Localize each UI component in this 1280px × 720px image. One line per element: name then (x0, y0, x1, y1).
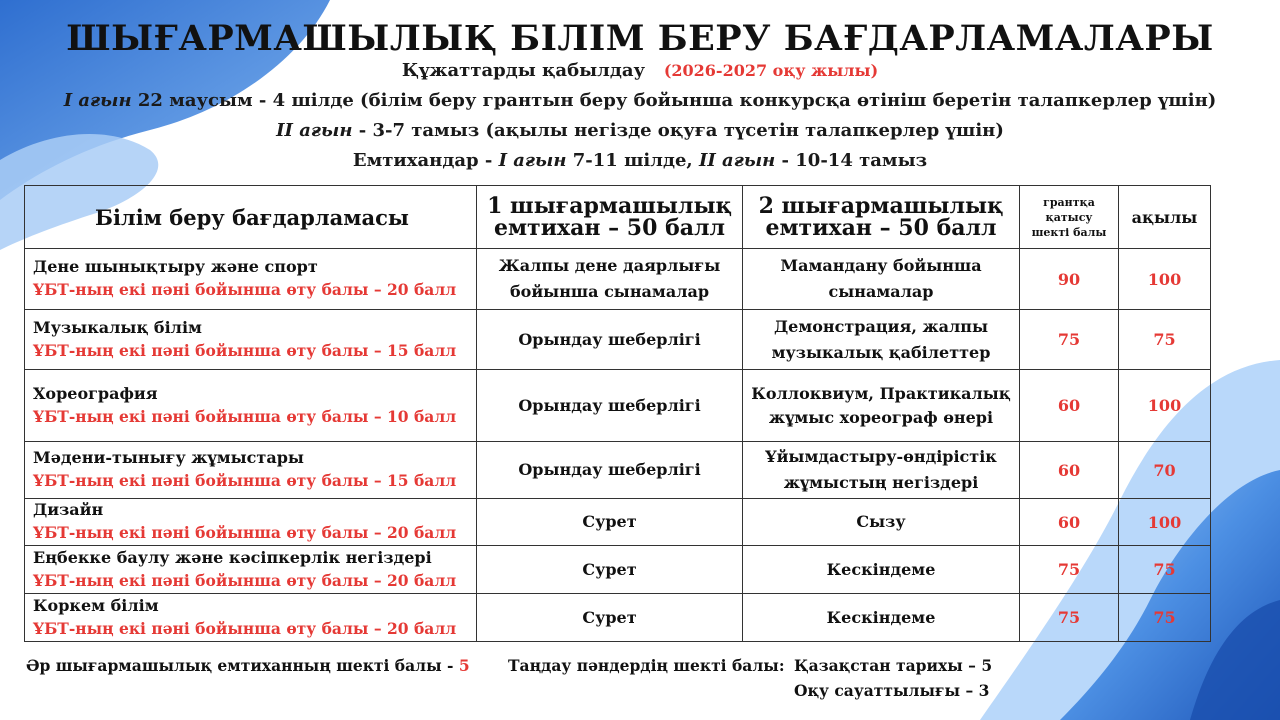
page-title: ШЫҒАРМАШЫЛЫҚ БІЛІМ БЕРУ БАҒДАРЛАМАЛАРЫ (66, 18, 1214, 59)
exams-flow1: I ағын (498, 150, 567, 171)
program-requirement: ҰБТ-ның екі пәні бойынша өту балы – 20 балл (33, 280, 457, 299)
exams-mid: 7-11 шілде, (566, 150, 699, 171)
paid-score: 100 (1119, 370, 1211, 442)
elective-literacy: Оқу сауаттылығы – 3 (794, 681, 990, 700)
admission-line (0, 60, 1280, 81)
table-row (25, 310, 1211, 370)
paid-score: 75 (1119, 310, 1211, 370)
flow2-text: - 3-7 тамыз (ақылы негізде оқуға түсетін талапкерлер үшін) (352, 120, 1004, 141)
header-paid: ақылы (1119, 186, 1211, 249)
table-row (25, 370, 1211, 442)
admission-label: Құжаттарды қабылдау (401, 60, 646, 81)
program-name: Еңбекке баулу және кәсіпкерлік негіздері (33, 547, 432, 567)
exam1-cell: Сурет (477, 594, 743, 642)
exam2-cell: Сызу (743, 499, 1020, 546)
paid-score: 100 (1119, 249, 1211, 310)
exam-threshold-label: Әр шығармашылық емтиханның шекті балы - (26, 656, 459, 675)
grant-score: 60 (1020, 499, 1119, 546)
paid-score: 75 (1119, 594, 1211, 642)
exams-end: - 10-14 тамыз (775, 150, 928, 171)
program-name: Дизайн (33, 500, 104, 519)
header-exam1: 1 шығармашылық емтихан – 50 балл (477, 186, 743, 249)
header-grant: грантқа қатысу шекті балы (1020, 186, 1119, 249)
exam1-cell: Орындау шеберлігі (477, 442, 743, 499)
exam1-cell: Жалпы дене даярлығы бойынша сынамалар (477, 249, 743, 310)
exam-threshold-note (26, 656, 470, 675)
elective-history: Қазақстан тарихы – 5 (794, 656, 993, 675)
exam2-cell: Ұйымдастыру-өндірістік жұмыстың негіздері (743, 442, 1020, 499)
program-requirement: ҰБТ-ның екі пәні бойынша өту балы – 10 балл (33, 406, 457, 426)
exams-flow2: II ағын (698, 150, 776, 171)
header-program: Білім беру бағдарламасы (25, 186, 477, 249)
table-row (25, 594, 1211, 642)
grant-score: 60 (1020, 370, 1119, 442)
paid-score: 70 (1119, 442, 1211, 499)
exams-line (0, 150, 1280, 171)
flow1-label: I ағын (63, 90, 132, 111)
exam2-cell: Мамандану бойынша сынамалар (743, 249, 1020, 310)
program-name: Мәдени-тынығу жұмыстары (33, 448, 304, 467)
table-row (25, 546, 1211, 594)
exam2-cell: Кескіндеме (743, 594, 1020, 642)
program-requirement: ҰБТ-ның екі пәні бойынша өту балы – 20 балл (33, 523, 457, 542)
table-row (25, 249, 1211, 310)
exam1-cell: Сурет (477, 499, 743, 546)
table-row (25, 442, 1211, 499)
paid-score: 75 (1119, 546, 1211, 594)
exam1-cell: Сурет (477, 546, 743, 594)
table-row (25, 499, 1211, 546)
program-requirement: ҰБТ-ның екі пәні бойынша өту балы – 15 балл (33, 471, 457, 490)
exams-prefix: Емтихандар - (352, 150, 499, 171)
elective-threshold-label: Таңдау пәндердің шекті балы: (508, 656, 785, 675)
grant-score: 60 (1020, 442, 1119, 499)
program-name: Дене шынықтыру және спорт (33, 257, 318, 276)
program-name: Музыкалық білім (33, 317, 202, 337)
exam-threshold-value: 5 (458, 656, 470, 675)
flow1-text: 22 маусым - 4 шілде (білім беру грантын беру бойынша конкурсқа өтініш беретін талапкерлер үшін) (131, 90, 1217, 111)
grant-score: 75 (1020, 594, 1119, 642)
program-requirement: ҰБТ-ның екі пәні бойынша өту балы – 20 балл (33, 570, 457, 590)
exam2-cell: Демонстрация, жалпы музыкалық қабілеттер (743, 310, 1020, 370)
exam1-cell: Орындау шеберлігі (477, 370, 743, 442)
flow2-line (0, 120, 1280, 141)
grant-score: 75 (1020, 310, 1119, 370)
header-exam2: 2 шығармашылық емтихан – 50 балл (743, 186, 1020, 249)
program-name: Хореография (33, 383, 158, 403)
grant-score: 75 (1020, 546, 1119, 594)
table-header-row (25, 186, 1211, 249)
exam2-cell: Кескіндеме (743, 546, 1020, 594)
grant-score: 90 (1020, 249, 1119, 310)
program-requirement: ҰБТ-ның екі пәні бойынша өту балы – 20 балл (33, 618, 457, 638)
program-name: Коркем білім (33, 595, 159, 615)
flow2-label: II ағын (276, 120, 353, 141)
exam2-cell: Коллоквиум, Практикалық жұмыс хореограф өнері (743, 370, 1020, 442)
flow1-line (0, 90, 1280, 111)
program-requirement: ҰБТ-ның екі пәні бойынша өту балы – 15 балл (33, 340, 457, 360)
academic-year: (2026-2027 оқу жылы) (663, 61, 879, 80)
paid-score: 100 (1119, 499, 1211, 546)
exam1-cell: Орындау шеберлігі (477, 310, 743, 370)
programs-table (24, 185, 1211, 642)
